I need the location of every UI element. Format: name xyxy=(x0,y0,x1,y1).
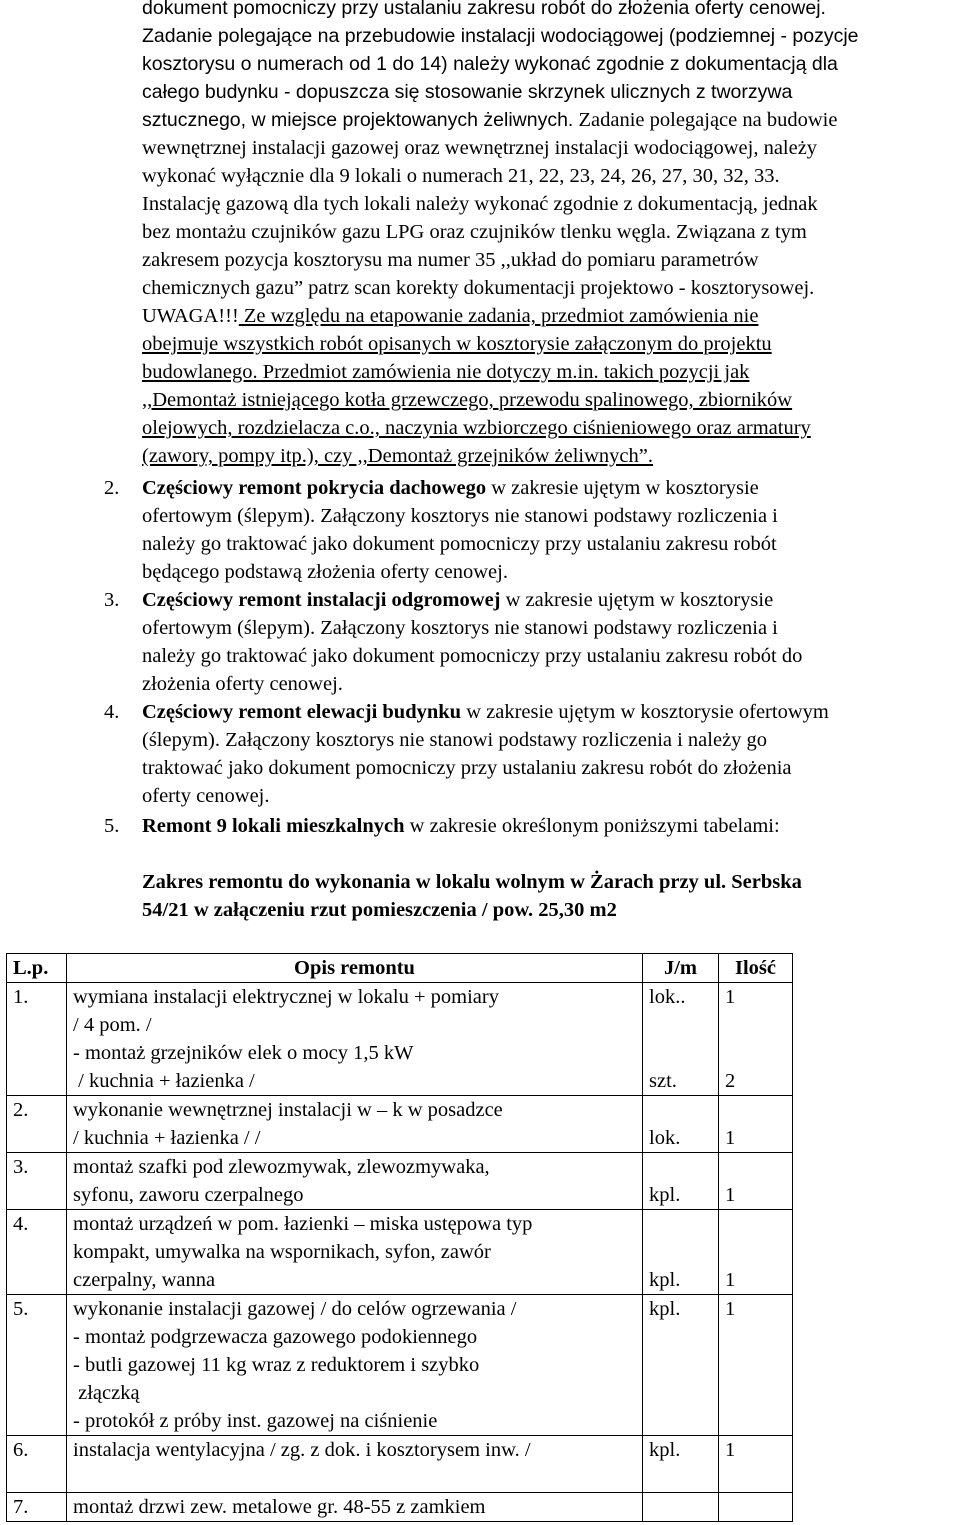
cell-lp: 3. xyxy=(7,1153,67,1210)
text-line xyxy=(142,106,837,134)
header-quantity: Ilość xyxy=(719,954,793,983)
unit-line: lok.. xyxy=(649,986,686,1008)
cell-unit xyxy=(643,1493,719,1522)
text-line: Zadanie polegające na przebudowie instalacji wodociągowej (podziemnej - pozycje xyxy=(142,25,859,47)
list-item-text: w zakresie ujętym w kosztorysie ofertowym xyxy=(461,701,829,723)
cell-quantity xyxy=(719,1153,793,1210)
description-line: wykonanie wewnętrznej instalacji w – k w posadzce xyxy=(73,1099,503,1121)
section-heading: 54/21 w załączeniu rzut pomieszczenia / pow. 25,30 m2 xyxy=(142,899,617,921)
unit-line: lok. xyxy=(649,1127,681,1149)
cell-quantity xyxy=(719,1436,793,1493)
text-line: oferty cenowej. xyxy=(142,785,270,807)
unit-line: kpl. xyxy=(649,1298,681,1320)
cell-lp: 4. xyxy=(7,1210,67,1295)
text-line: chemicznych gazu” patrz scan korekty dokumentacji projektowo - kosztorysowej. xyxy=(142,277,815,299)
renovation-table xyxy=(6,953,793,1522)
list-item-heading xyxy=(142,698,829,726)
description-line: - montaż grzejników elek o mocy 1,5 kW xyxy=(73,1042,414,1064)
cell-description xyxy=(67,1153,643,1210)
text-segment: sztucznego, w miejsce projektowanych żeliwnych. xyxy=(142,109,574,131)
unit-line xyxy=(649,1011,712,1039)
cell-unit xyxy=(643,1096,719,1153)
cell-lp: 2. xyxy=(7,1096,67,1153)
table-row xyxy=(7,1153,793,1210)
cell-description xyxy=(67,1210,643,1295)
cell-quantity xyxy=(719,1493,793,1522)
description-line: czerpalny, wanna xyxy=(73,1269,216,1291)
list-number: 5. xyxy=(104,815,120,837)
header-unit: J/m xyxy=(643,954,719,983)
cell-unit xyxy=(643,1295,719,1436)
qty-line xyxy=(725,1039,786,1067)
warning-text: obejmuje wszystkich robót opisanych w kosztorysie załączonym do projektu xyxy=(142,333,772,355)
warning-text: Ze względu na etapowanie zadania, przedmiot zamówienia nie xyxy=(238,305,759,327)
unit-line: szt. xyxy=(649,1070,677,1092)
unit-line xyxy=(649,1039,712,1067)
list-item-title: Częściowy remont pokrycia dachowego xyxy=(142,477,487,499)
text-line: bez montażu czujników gazu LPG oraz czujników tlenku węgla. Związana z tym xyxy=(142,221,807,243)
description-line: syfonu, zaworu czerpalnego xyxy=(73,1184,304,1206)
text-line: Instalację gazową dla tych lokali należy wykonać zgodnie z dokumentacją, jednak xyxy=(142,193,818,215)
unit-line: kpl. xyxy=(649,1184,681,1206)
cell-description xyxy=(67,1295,643,1436)
text-line: należy go traktować jako dokument pomocniczy przy ustalaniu zakresu robót xyxy=(142,533,777,555)
cell-description xyxy=(67,1493,643,1522)
cell-unit xyxy=(643,1210,719,1295)
qty-line: 1 xyxy=(725,1127,736,1149)
list-item-heading xyxy=(142,474,759,502)
table-row xyxy=(7,1295,793,1436)
qty-line: 1 xyxy=(725,986,736,1008)
cell-description xyxy=(67,983,643,1096)
cell-unit xyxy=(643,1153,719,1210)
cell-quantity xyxy=(719,983,793,1096)
list-item-heading xyxy=(142,812,780,840)
description-line: - montaż podgrzewacza gazowego podokiennego xyxy=(73,1326,478,1348)
qty-line: 2 xyxy=(725,1070,736,1092)
text-line: zakresem pozycja kosztorysu ma numer 35 ,,układ do pomiaru parametrów xyxy=(142,249,759,271)
qty-line: 1 xyxy=(725,1269,736,1291)
list-item-text: w zakresie ujętym w kosztorysie xyxy=(486,477,759,499)
warning-text: budowlanego. Przedmiot zamówienia nie dotyczy m.in. takich pozycji jak xyxy=(142,361,750,383)
list-item-text: w zakresie ujętym w kosztorysie xyxy=(500,589,774,611)
warning-text: olejowych, rozdzielacza c.o., naczynia wzbiorczego ciśnieniowego oraz armatury xyxy=(142,417,811,439)
text-line: całego budynku - dopuszcza się stosowanie skrzynek ulicznych z tworzywa xyxy=(142,81,793,103)
cell-lp: 7. xyxy=(7,1493,67,1522)
cell-description xyxy=(67,1436,643,1493)
description-line: / 4 pom. / xyxy=(73,1014,152,1036)
table-row xyxy=(7,1210,793,1295)
qty-line xyxy=(725,1011,786,1039)
description-line: wymiana instalacji elektrycznej w lokalu + pomiary xyxy=(73,986,499,1008)
table-row xyxy=(7,1096,793,1153)
description-line: kompakt, umywalka na wspornikach, syfon, zawór xyxy=(73,1241,491,1263)
warning-label: UWAGA!!! xyxy=(142,305,239,327)
text-line: wykonać wyłącznie dla 9 lokali o numerach 21, 22, 23, 24, 26, 27, 30, 32, 33. xyxy=(142,165,780,187)
qty-line: 1 xyxy=(725,1439,736,1461)
text-line: ofertowym (ślepym). Załączony kosztorys nie stanowi podstawy rozliczenia i xyxy=(142,505,778,527)
warning-text: ,,Demontaż istniejącego kotła grzewczego, przewodu spalinowego, zbiorników xyxy=(142,389,793,411)
description-line: - butli gazowej 11 kg wraz z reduktorem i szybko xyxy=(73,1354,480,1376)
header-description: Opis remontu xyxy=(67,954,643,983)
unit-line: kpl. xyxy=(649,1439,681,1461)
description-line: złączką xyxy=(73,1382,140,1404)
qty-line: 1 xyxy=(725,1184,736,1206)
description-line: - protokół z próby inst. gazowej na ciśnienie xyxy=(73,1410,438,1432)
description-line: montaż drzwi zew. metalowe gr. 48-55 z zamkiem xyxy=(73,1496,486,1518)
warning-line xyxy=(142,302,758,330)
table-row xyxy=(7,983,793,1096)
qty-line: 1 xyxy=(725,1298,736,1320)
table-row xyxy=(7,1436,793,1493)
section-heading: Zakres remontu do wykonania w lokalu wolnym w Żarach przy ul. Serbska xyxy=(142,871,802,893)
description-line: montaż szafki pod zlewozmywak, zlewozmywaka, xyxy=(73,1156,490,1178)
description-line: montaż urządzeń w pom. łazienki – miska ustępowa typ xyxy=(73,1213,533,1235)
text-line: złożenia oferty cenowej. xyxy=(142,673,343,695)
table-header-row xyxy=(7,954,793,983)
description-line: instalacja wentylacyjna / zg. z dok. i kosztorysem inw. / xyxy=(73,1439,531,1461)
warning-text: (zawory, pompy itp.), czy ,,Demontaż grzejników żeliwnych”. xyxy=(142,445,653,467)
description-line: / kuchnia + łazienka / / xyxy=(73,1127,261,1149)
list-number: 3. xyxy=(104,589,120,611)
list-item-heading xyxy=(142,586,773,614)
cell-quantity xyxy=(719,1295,793,1436)
list-number: 2. xyxy=(104,477,120,499)
cell-quantity xyxy=(719,1096,793,1153)
cell-unit xyxy=(643,983,719,1096)
text-line: kosztorysu o numerach od 1 do 14) należy wykonać zgodnie z dokumentacją dla xyxy=(142,53,838,75)
text-segment: Zadanie polegające na budowie xyxy=(573,109,838,131)
text-line: traktować jako dokument pomocniczy przy ustalaniu zakresu robót do złożenia xyxy=(142,757,792,779)
text-line: (ślepym). Załączony kosztorys nie stanowi podstawy rozliczenia i należy go xyxy=(142,729,768,751)
description-line: wykonanie instalacji gazowej / do celów ogrzewania / xyxy=(73,1298,517,1320)
list-item-title: Częściowy remont instalacji odgromowej xyxy=(142,589,501,611)
list-number: 4. xyxy=(104,701,120,723)
text-line: należy go traktować jako dokument pomocniczy przy ustalaniu zakresu robót do xyxy=(142,645,803,667)
text-line: ofertowym (ślepym). Załączony kosztorys nie stanowi podstawy rozliczenia i xyxy=(142,617,778,639)
list-item-title: Częściowy remont elewacji budynku xyxy=(142,701,462,723)
text-line: dokument pomocniczy przy ustalaniu zakresu robót do złożenia oferty cenowej. xyxy=(142,0,826,19)
text-line: będącego podstawą złożenia oferty cenowej. xyxy=(142,561,508,583)
cell-unit xyxy=(643,1436,719,1493)
text-line: wewnętrznej instalacji gazowej oraz wewnętrznej instalacji wodociągowej, należy xyxy=(142,137,818,159)
unit-line: kpl. xyxy=(649,1269,681,1291)
cell-lp: 5. xyxy=(7,1295,67,1436)
list-item-text: w zakresie określonym poniższymi tabelami: xyxy=(404,815,780,837)
header-lp: L.p. xyxy=(7,954,67,983)
cell-lp: 1. xyxy=(7,983,67,1096)
description-line: / kuchnia + łazienka / xyxy=(73,1070,255,1092)
cell-quantity xyxy=(719,1210,793,1295)
table-row xyxy=(7,1493,793,1522)
list-item-title: Remont 9 lokali mieszkalnych xyxy=(142,815,405,837)
cell-lp: 6. xyxy=(7,1436,67,1493)
cell-description xyxy=(67,1096,643,1153)
